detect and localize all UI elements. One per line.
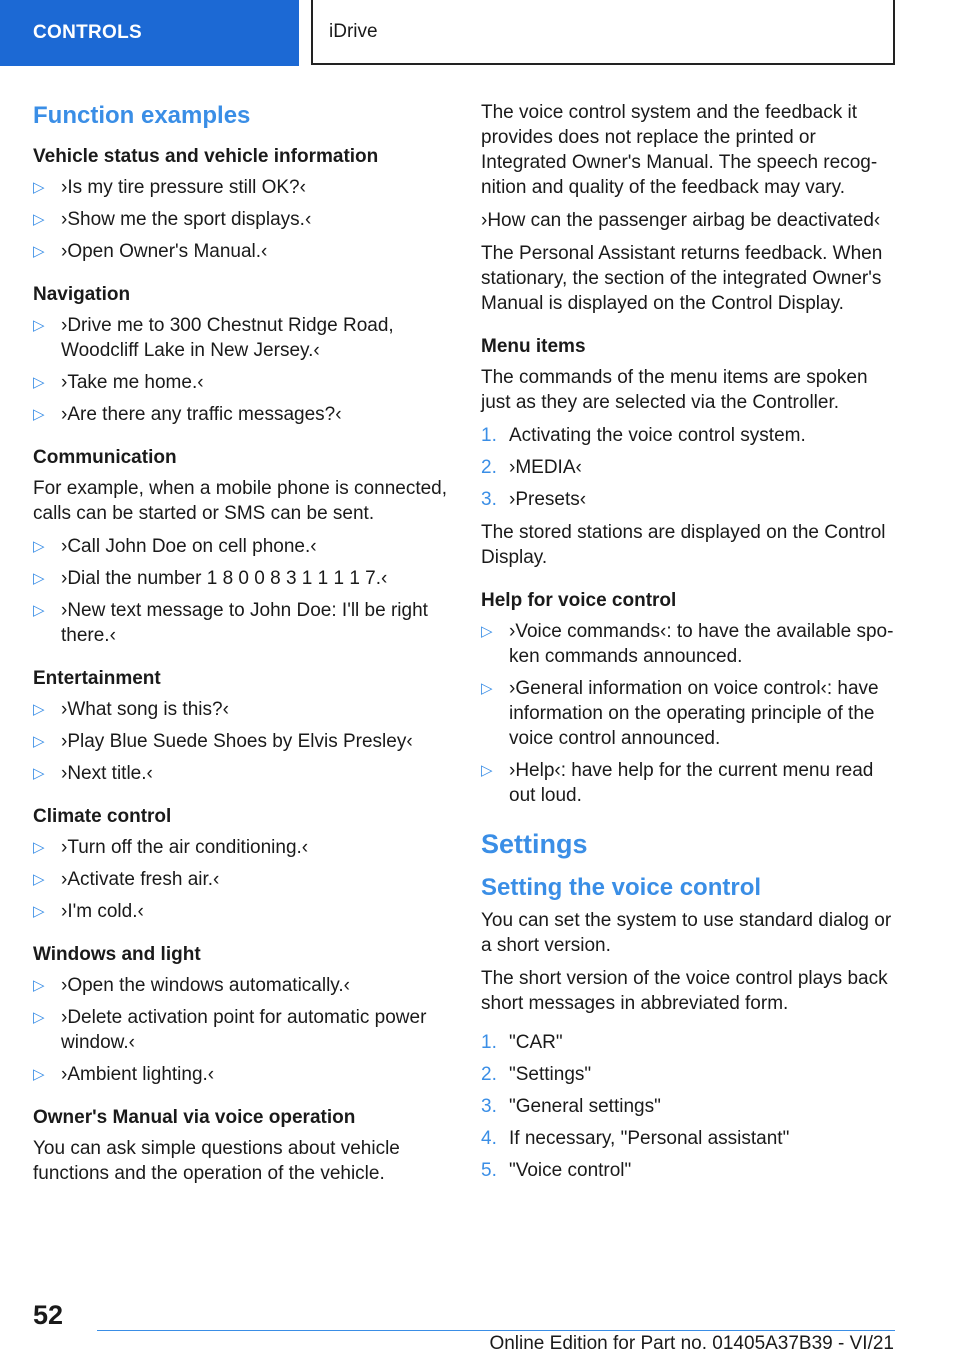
list-item: ▷ ›New text message to John Doe: I'll be right there.‹ bbox=[33, 600, 428, 646]
function-examples-title: Function examples bbox=[33, 102, 251, 129]
footer-edition: Online Edition for Part no. 01405A37B39 - VI/21 bbox=[489, 1333, 894, 1354]
group-heading: Windows and light bbox=[33, 944, 201, 965]
triangle-bullet-icon: ▷ bbox=[33, 765, 45, 782]
list-item: ▷ ›Next title.‹ bbox=[33, 763, 153, 784]
list-item: ▷ ›Take me home.‹ bbox=[33, 372, 204, 393]
settings-title: Settings bbox=[481, 829, 588, 859]
list-item: ▷ ›Show me the sport displays.‹ bbox=[33, 209, 312, 230]
footer-divider bbox=[97, 1330, 895, 1331]
list-item: 4. If necessary, "Personal assistant" bbox=[481, 1128, 790, 1149]
owners-manual-heading: Owner's Manual via voice operation bbox=[33, 1107, 356, 1128]
owners-manual-text: You can ask simple questions about vehicle functions and the operation of the vehicle. bbox=[33, 1138, 400, 1184]
triangle-bullet-icon: ▷ bbox=[33, 701, 45, 718]
list-item: ▷ ›Open the windows automatically.‹ bbox=[33, 975, 350, 996]
chapter-label: iDrive bbox=[329, 20, 378, 42]
help-heading: Help for voice control bbox=[481, 590, 677, 611]
menu-after-text: The stored stations are displayed on the Control Display. bbox=[481, 522, 886, 568]
right-column bbox=[481, 100, 896, 1191]
settings-paragraph: The short version of the voice control plays back short messages in abbreviated form. bbox=[481, 968, 888, 1014]
group-heading: Climate control bbox=[33, 806, 172, 827]
list-item: ▷ ›Is my tire pressure still OK?‹ bbox=[33, 177, 306, 198]
list-item: 1. Activating the voice control system. bbox=[481, 425, 806, 446]
list-item: ▷ ›Open Owner's Manual.‹ bbox=[33, 241, 268, 262]
example-list bbox=[33, 835, 451, 924]
list-item: ▷ ›Call John Doe on cell phone.‹ bbox=[33, 536, 317, 557]
triangle-bullet-icon: ▷ bbox=[33, 406, 45, 423]
section-tab bbox=[0, 0, 299, 66]
menu-items-text: The commands of the menu items are spoken just as they are selected via the Controller. bbox=[481, 367, 868, 413]
menu-items-heading: Menu items bbox=[481, 336, 586, 357]
group-heading: Navigation bbox=[33, 284, 131, 305]
list-item: ▷ ›Delete activation point for automatic power window.‹ bbox=[33, 1007, 427, 1053]
group-intro: For example, when a mobile phone is connected, calls can be started or SMS can be sent. bbox=[33, 478, 448, 524]
triangle-bullet-icon: ▷ bbox=[481, 762, 493, 779]
triangle-bullet-icon: ▷ bbox=[33, 602, 45, 619]
triangle-bullet-icon: ▷ bbox=[33, 317, 45, 334]
triangle-bullet-icon: ▷ bbox=[481, 680, 493, 697]
settings-steps-list bbox=[481, 1030, 896, 1183]
triangle-bullet-icon: ▷ bbox=[33, 243, 45, 260]
group-heading: Communication bbox=[33, 447, 177, 468]
list-item: ▷ ›Are there any traffic messages?‹ bbox=[33, 404, 342, 425]
triangle-bullet-icon: ▷ bbox=[33, 1066, 45, 1083]
settings-subtitle: Setting the voice control bbox=[481, 874, 762, 901]
section-label: CONTROLS bbox=[33, 22, 143, 43]
menu-steps-list bbox=[481, 423, 896, 512]
list-item: ▷ ›Activate fresh air.‹ bbox=[33, 869, 220, 890]
list-item: ▷ ›Voice commands‹: to have the available spo‐ ken commands announced. bbox=[481, 621, 894, 667]
group-heading: Entertainment bbox=[33, 668, 161, 689]
disclaimer-paragraph: The voice control system and the feedback it provides does not replace the printed or Integrated Owner's Manual. The speech recog‐ nition and quality of the feedback may vary. bbox=[481, 102, 878, 198]
triangle-bullet-icon: ▷ bbox=[33, 1009, 45, 1026]
list-item: ▷ ›I'm cold.‹ bbox=[33, 901, 144, 922]
triangle-bullet-icon: ▷ bbox=[33, 977, 45, 994]
triangle-bullet-icon: ▷ bbox=[33, 374, 45, 391]
list-item: 2. ›MEDIA‹ bbox=[481, 457, 582, 478]
triangle-bullet-icon: ▷ bbox=[33, 211, 45, 228]
triangle-bullet-icon: ▷ bbox=[33, 871, 45, 888]
triangle-bullet-icon: ▷ bbox=[33, 733, 45, 750]
triangle-bullet-icon: ▷ bbox=[33, 570, 45, 587]
triangle-bullet-icon: ▷ bbox=[481, 623, 493, 640]
example-list bbox=[33, 534, 451, 648]
assistant-paragraph: The Personal Assistant returns feedback. When stationary, the section of the integrated Owner's Manual is displayed on the Control Display. bbox=[481, 243, 883, 314]
example-list bbox=[33, 973, 451, 1087]
left-column bbox=[33, 100, 451, 1194]
settings-paragraph: You can set the system to use standard dialog or a short version. bbox=[481, 910, 892, 956]
list-item: 3. "General settings" bbox=[481, 1096, 661, 1117]
list-item: ▷ ›Drive me to 300 Chestnut Ridge Road, Woodcliff Lake in New Jersey.‹ bbox=[33, 315, 394, 361]
triangle-bullet-icon: ▷ bbox=[33, 903, 45, 920]
example-question: ›How can the passenger airbag be deactivated‹ bbox=[481, 210, 881, 231]
help-list bbox=[481, 619, 896, 808]
group-heading: Vehicle status and vehicle information bbox=[33, 146, 379, 167]
chapter-header bbox=[311, 0, 895, 65]
triangle-bullet-icon: ▷ bbox=[33, 839, 45, 856]
example-list bbox=[33, 175, 451, 264]
list-item: ▷ ›General information on voice control‹: have information on the operating principle of the voice control announced. bbox=[481, 678, 879, 749]
list-item: ▷ ›Ambient lighting.‹ bbox=[33, 1064, 215, 1085]
example-list bbox=[33, 313, 451, 427]
list-item: 2. "Settings" bbox=[481, 1064, 592, 1085]
list-item: 5. "Voice control" bbox=[481, 1160, 632, 1181]
example-list bbox=[33, 697, 451, 786]
page-number: 52 bbox=[33, 1300, 64, 1330]
list-item: ▷ ›Dial the number 1 8 0 0 8 3 1 1 1 1 7.‹ bbox=[33, 568, 388, 589]
list-item: ▷ ›What song is this?‹ bbox=[33, 699, 229, 720]
triangle-bullet-icon: ▷ bbox=[33, 538, 45, 555]
list-item: ▷ ›Turn off the air conditioning.‹ bbox=[33, 837, 309, 858]
triangle-bullet-icon: ▷ bbox=[33, 179, 45, 196]
list-item: 1. "CAR" bbox=[481, 1032, 563, 1053]
list-item: ▷ ›Play Blue Suede Shoes by Elvis Presley‹ bbox=[33, 731, 413, 752]
list-item: 3. ›Presets‹ bbox=[481, 489, 587, 510]
list-item: ▷ ›Help‹: have help for the current menu read out loud. bbox=[481, 760, 874, 806]
